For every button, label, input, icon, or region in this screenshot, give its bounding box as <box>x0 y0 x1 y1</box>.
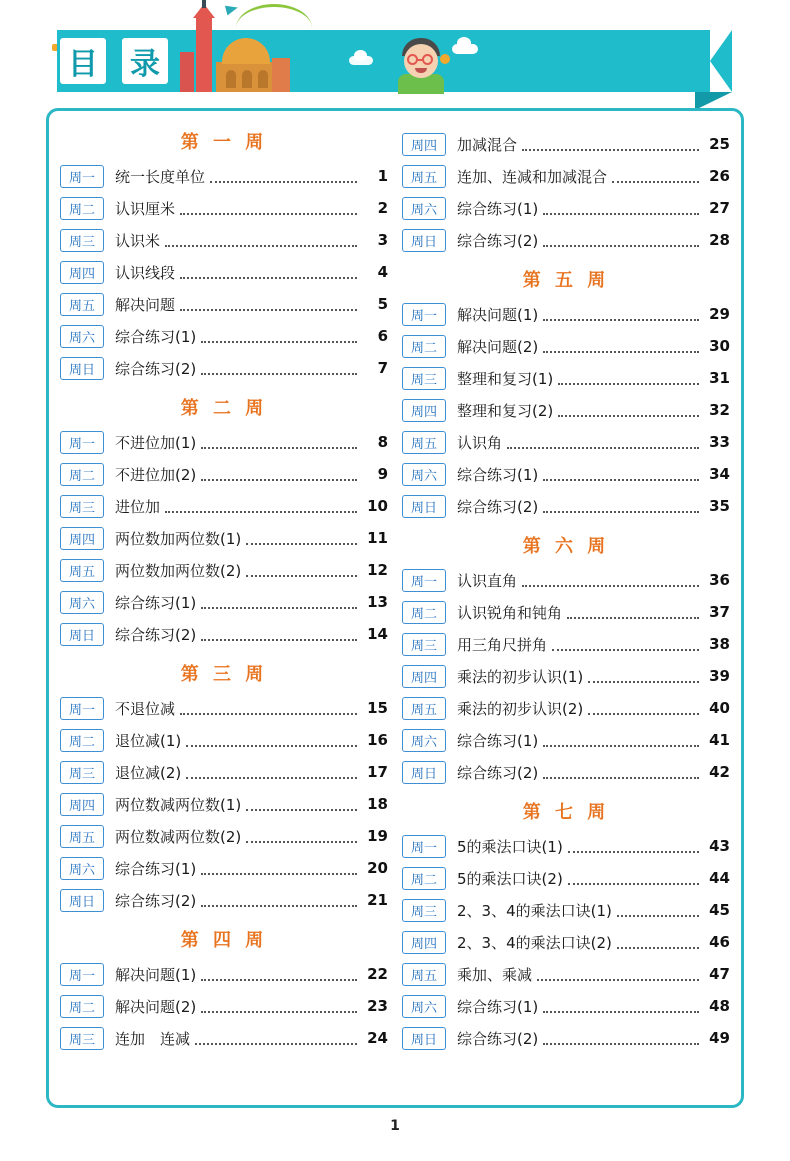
entry-title: 退位减(1) <box>115 731 182 750</box>
toc-entry[interactable] <box>402 596 730 628</box>
day-badge: 周二 <box>60 729 104 752</box>
glasses-icon <box>422 54 433 65</box>
entry-page-number: 44 <box>709 869 730 887</box>
leader-dots <box>210 170 357 183</box>
toc-entry[interactable] <box>402 894 730 926</box>
toc-columns <box>52 118 738 1098</box>
day-badge: 周三 <box>60 229 104 252</box>
entry-page-number: 16 <box>367 731 388 749</box>
day-badge: 周日 <box>402 495 446 518</box>
entry-title: 乘法的初步认识(2) <box>457 699 584 718</box>
leader-dots <box>201 862 357 875</box>
entry-title: 加减混合 <box>457 135 518 154</box>
toc-entry[interactable] <box>60 852 388 884</box>
toc-entry[interactable] <box>60 618 388 650</box>
leader-dots <box>543 468 699 481</box>
day-badge: 周一 <box>402 569 446 592</box>
day-badge: 周五 <box>60 825 104 848</box>
day-badge: 周二 <box>402 601 446 624</box>
entry-page-number: 1 <box>377 167 388 185</box>
entry-title: 不退位减 <box>115 699 176 718</box>
entry-page-number: 34 <box>709 465 730 483</box>
leader-dots <box>568 872 699 885</box>
day-badge: 周六 <box>402 197 446 220</box>
entry-title: 5的乘法口诀(2) <box>457 869 563 888</box>
toc-entry[interactable] <box>60 256 388 288</box>
leader-dots <box>543 1032 699 1045</box>
leader-dots <box>522 138 699 151</box>
entry-page-number: 49 <box>709 1029 730 1047</box>
entry-title: 解决问题(1) <box>457 305 539 324</box>
entry-page-number: 5 <box>377 295 388 313</box>
entry-page-number: 6 <box>377 327 388 345</box>
leader-dots <box>180 266 357 279</box>
day-badge: 周五 <box>60 559 104 582</box>
entry-page-number: 15 <box>367 699 388 717</box>
leader-dots <box>558 372 699 385</box>
entry-title: 两位数加两位数(2) <box>115 561 242 580</box>
leader-dots <box>552 638 699 651</box>
entry-page-number: 48 <box>709 997 730 1015</box>
entry-page-number: 25 <box>709 135 730 153</box>
day-badge: 周五 <box>402 697 446 720</box>
entry-title: 认识角 <box>457 433 503 452</box>
leader-dots <box>617 936 699 949</box>
entry-page-number: 32 <box>709 401 730 419</box>
entry-title: 2、3、4的乘法口诀(1) <box>457 901 612 920</box>
toc-entry[interactable] <box>402 394 730 426</box>
day-badge: 周四 <box>60 793 104 816</box>
entry-page-number: 36 <box>709 571 730 589</box>
week-heading: 第 四 周 <box>180 930 268 951</box>
entry-title: 综合练习(1) <box>457 199 539 218</box>
leader-dots <box>180 702 357 715</box>
entry-page-number: 41 <box>709 731 730 749</box>
toc-entry[interactable] <box>402 192 730 224</box>
entry-title: 综合练习(2) <box>457 231 539 250</box>
leader-dots <box>612 170 699 183</box>
entry-title: 综合练习(2) <box>457 497 539 516</box>
toc-entry[interactable] <box>402 160 730 192</box>
leader-dots <box>588 702 699 715</box>
leader-dots <box>588 670 699 683</box>
entry-title: 综合练习(1) <box>457 465 539 484</box>
entry-title: 不进位加(1) <box>115 433 197 452</box>
entry-title: 进位加 <box>115 497 161 516</box>
swoosh-decoration <box>236 4 312 28</box>
day-badge: 周日 <box>402 229 446 252</box>
entry-title: 2、3、4的乘法口诀(2) <box>457 933 612 952</box>
toc-entry[interactable] <box>402 298 730 330</box>
toc-entry[interactable] <box>60 884 388 916</box>
day-badge: 周一 <box>60 165 104 188</box>
leader-dots <box>201 628 357 641</box>
entry-page-number: 28 <box>709 231 730 249</box>
entry-title: 综合练习(1) <box>457 997 539 1016</box>
leader-dots <box>201 436 357 449</box>
entry-title: 不进位加(2) <box>115 465 197 484</box>
leader-dots <box>558 404 699 417</box>
entry-page-number: 7 <box>377 359 388 377</box>
toc-entry[interactable] <box>60 224 388 256</box>
toc-entry[interactable] <box>60 788 388 820</box>
entry-page-number: 47 <box>709 965 730 983</box>
day-badge: 周一 <box>60 431 104 454</box>
leader-dots <box>201 362 357 375</box>
toc-entry[interactable] <box>60 990 388 1022</box>
leader-dots <box>201 894 357 907</box>
banner-notch <box>710 30 732 92</box>
toc-entry[interactable] <box>60 320 388 352</box>
entry-page-number: 18 <box>367 795 388 813</box>
day-badge: 周二 <box>402 867 446 890</box>
dome-window-icon <box>258 70 268 88</box>
entry-title: 综合练习(2) <box>115 359 197 378</box>
day-badge: 周六 <box>60 591 104 614</box>
entry-title: 解决问题(1) <box>115 965 197 984</box>
day-badge: 周一 <box>402 303 446 326</box>
entry-page-number: 30 <box>709 337 730 355</box>
week-heading: 第 一 周 <box>180 132 268 153</box>
day-badge: 周一 <box>60 963 104 986</box>
entry-page-number: 20 <box>367 859 388 877</box>
entry-page-number: 22 <box>367 965 388 983</box>
entry-title: 乘法的初步认识(1) <box>457 667 584 686</box>
toc-entry[interactable] <box>402 660 730 692</box>
entry-title: 综合练习(1) <box>115 593 197 612</box>
day-badge: 周四 <box>402 931 446 954</box>
leader-dots <box>543 234 699 247</box>
day-badge: 周六 <box>402 463 446 486</box>
day-badge: 周六 <box>60 857 104 880</box>
entry-title: 综合练习(2) <box>115 625 197 644</box>
entry-title: 两位数减两位数(2) <box>115 827 242 846</box>
entry-page-number: 8 <box>377 433 388 451</box>
entry-page-number: 35 <box>709 497 730 515</box>
entry-title: 综合练习(1) <box>115 327 197 346</box>
entry-page-number: 17 <box>367 763 388 781</box>
leader-dots <box>201 1000 357 1013</box>
day-badge: 周二 <box>402 335 446 358</box>
week-heading: 第 七 周 <box>522 802 610 823</box>
toc-entry[interactable] <box>402 458 730 490</box>
entry-title: 认识线段 <box>115 263 176 282</box>
entry-page-number: 37 <box>709 603 730 621</box>
leader-dots <box>522 574 699 587</box>
leader-dots <box>165 234 357 247</box>
dot-decoration <box>440 54 450 64</box>
entry-page-number: 9 <box>377 465 388 483</box>
toc-entry[interactable] <box>402 490 730 522</box>
entry-page-number: 43 <box>709 837 730 855</box>
entry-title: 认识厘米 <box>115 199 176 218</box>
entry-page-number: 11 <box>367 529 388 547</box>
toc-entry[interactable] <box>60 426 388 458</box>
day-badge: 周一 <box>60 697 104 720</box>
day-badge: 周四 <box>402 399 446 422</box>
day-badge: 周二 <box>60 995 104 1018</box>
entry-title: 综合练习(2) <box>457 763 539 782</box>
leader-dots <box>201 968 357 981</box>
toc-entry[interactable] <box>402 362 730 394</box>
day-badge: 周二 <box>60 197 104 220</box>
day-badge: 周三 <box>402 633 446 656</box>
leader-dots <box>617 904 699 917</box>
building-icon <box>180 52 194 92</box>
entry-title: 两位数加两位数(1) <box>115 529 242 548</box>
entry-title: 连加 连减 <box>115 1029 191 1048</box>
entry-page-number: 12 <box>367 561 388 579</box>
leader-dots <box>537 968 699 981</box>
day-badge: 周日 <box>60 623 104 646</box>
building-icon <box>272 58 290 92</box>
tower-icon <box>196 14 212 92</box>
leader-dots <box>165 500 357 513</box>
entry-title: 认识直角 <box>457 571 518 590</box>
toc-entry[interactable] <box>402 128 730 160</box>
entry-page-number: 10 <box>367 497 388 515</box>
toc-entry[interactable] <box>402 628 730 660</box>
entry-title: 整理和复习(1) <box>457 369 554 388</box>
entry-page-number: 26 <box>709 167 730 185</box>
entry-title: 认识米 <box>115 231 161 250</box>
leader-dots <box>543 340 699 353</box>
leader-dots <box>186 766 357 779</box>
entry-title: 连加、连减和加减混合 <box>457 167 608 186</box>
day-badge: 周三 <box>60 761 104 784</box>
day-badge: 周六 <box>402 995 446 1018</box>
entry-title: 解决问题(2) <box>115 997 197 1016</box>
cloud-icon <box>354 50 367 61</box>
day-badge: 周日 <box>402 761 446 784</box>
toc-entry[interactable] <box>402 1022 730 1054</box>
day-badge: 周日 <box>402 1027 446 1050</box>
leader-dots <box>543 766 699 779</box>
entry-page-number: 3 <box>377 231 388 249</box>
toc-entry[interactable] <box>60 490 388 522</box>
entry-page-number: 27 <box>709 199 730 217</box>
leader-dots <box>246 798 357 811</box>
toc-entry[interactable] <box>402 224 730 256</box>
entry-title: 解决问题 <box>115 295 176 314</box>
toc-entry[interactable] <box>60 820 388 852</box>
day-badge: 周六 <box>402 729 446 752</box>
plane-icon <box>225 3 239 16</box>
entry-title: 统一长度单位 <box>115 167 206 186</box>
tower-spire-icon <box>202 0 206 8</box>
entry-title: 综合练习(2) <box>115 891 197 910</box>
entry-title: 乘加、乘减 <box>457 965 533 984</box>
entry-page-number: 31 <box>709 369 730 387</box>
leader-dots <box>507 436 699 449</box>
title-char-1: 目 <box>57 35 109 87</box>
entry-page-number: 19 <box>367 827 388 845</box>
day-badge: 周三 <box>60 495 104 518</box>
toc-column <box>60 128 388 1088</box>
title-char-2: 录 <box>119 35 171 87</box>
day-badge: 周三 <box>60 1027 104 1050</box>
entry-title: 综合练习(2) <box>457 1029 539 1048</box>
leader-dots <box>246 532 357 545</box>
leader-dots <box>186 734 357 747</box>
toc-entry[interactable] <box>60 288 388 320</box>
toc-entry[interactable] <box>402 830 730 862</box>
day-badge: 周五 <box>402 431 446 454</box>
toc-column <box>402 128 730 1088</box>
dome-window-icon <box>226 70 236 88</box>
leader-dots <box>543 202 699 215</box>
entry-page-number: 45 <box>709 901 730 919</box>
entry-page-number: 42 <box>709 763 730 781</box>
entry-page-number: 13 <box>367 593 388 611</box>
entry-page-number: 33 <box>709 433 730 451</box>
entry-page-number: 23 <box>367 997 388 1015</box>
entry-page-number: 2 <box>377 199 388 217</box>
week-heading: 第 三 周 <box>180 664 268 685</box>
entry-page-number: 21 <box>367 891 388 909</box>
day-badge: 周四 <box>402 665 446 688</box>
day-badge: 周三 <box>402 367 446 390</box>
toc-entry[interactable] <box>402 426 730 458</box>
entry-title: 解决问题(2) <box>457 337 539 356</box>
leader-dots <box>543 308 699 321</box>
leader-dots <box>201 330 357 343</box>
entry-page-number: 29 <box>709 305 730 323</box>
day-badge: 周二 <box>60 463 104 486</box>
leader-dots <box>568 840 699 853</box>
entry-title: 整理和复习(2) <box>457 401 554 420</box>
day-badge: 周四 <box>60 527 104 550</box>
entry-page-number: 38 <box>709 635 730 653</box>
toc-entry[interactable] <box>402 724 730 756</box>
leader-dots <box>543 500 699 513</box>
toc-entry[interactable] <box>402 756 730 788</box>
toc-entry[interactable] <box>60 586 388 618</box>
week-heading: 第 五 周 <box>522 270 610 291</box>
entry-title: 两位数减两位数(1) <box>115 795 242 814</box>
page-title <box>57 35 171 87</box>
day-badge: 周五 <box>60 293 104 316</box>
leader-dots <box>246 564 357 577</box>
toc-entry[interactable] <box>402 926 730 958</box>
toc-entry[interactable] <box>402 958 730 990</box>
toc-entry[interactable] <box>60 554 388 586</box>
leader-dots <box>180 202 357 215</box>
leader-dots <box>543 734 699 747</box>
cloud-icon <box>457 37 471 49</box>
day-badge: 周四 <box>402 133 446 156</box>
entry-title: 认识锐角和钝角 <box>457 603 563 622</box>
toc-entry[interactable] <box>60 756 388 788</box>
toc-entry[interactable] <box>402 990 730 1022</box>
toc-entry[interactable] <box>402 862 730 894</box>
toc-entry[interactable] <box>60 192 388 224</box>
entry-title: 5的乘法口诀(1) <box>457 837 563 856</box>
entry-page-number: 24 <box>367 1029 388 1047</box>
day-badge: 周五 <box>402 963 446 986</box>
leader-dots <box>543 1000 699 1013</box>
dome-window-icon <box>242 70 252 88</box>
day-badge: 周五 <box>402 165 446 188</box>
toc-entry[interactable] <box>60 352 388 384</box>
toc-entry[interactable] <box>60 724 388 756</box>
toc-entry[interactable] <box>60 692 388 724</box>
toc-entry[interactable] <box>402 564 730 596</box>
week-heading: 第 二 周 <box>180 398 268 419</box>
week-heading: 第 六 周 <box>522 536 610 557</box>
entry-title: 用三角尺拼角 <box>457 635 548 654</box>
toc-entry[interactable] <box>402 692 730 724</box>
toc-entry[interactable] <box>60 160 388 192</box>
toc-entry[interactable] <box>60 1022 388 1054</box>
day-badge: 周四 <box>60 261 104 284</box>
day-badge: 周一 <box>402 835 446 858</box>
entry-page-number: 4 <box>377 263 388 281</box>
glasses-bridge-icon <box>418 59 423 61</box>
entry-title: 综合练习(1) <box>115 859 197 878</box>
leader-dots <box>180 298 357 311</box>
leader-dots <box>567 606 699 619</box>
entry-page-number: 14 <box>367 625 388 643</box>
entry-page-number: 40 <box>709 699 730 717</box>
toc-entry[interactable] <box>60 458 388 490</box>
leader-dots <box>201 468 357 481</box>
leader-dots <box>246 830 357 843</box>
day-badge: 周六 <box>60 325 104 348</box>
day-badge: 周日 <box>60 357 104 380</box>
glasses-icon <box>407 54 418 65</box>
leader-dots <box>201 596 357 609</box>
leader-dots <box>195 1032 357 1045</box>
entry-title: 综合练习(1) <box>457 731 539 750</box>
entry-page-number: 46 <box>709 933 730 951</box>
day-badge: 周日 <box>60 889 104 912</box>
toc-entry[interactable] <box>60 522 388 554</box>
day-badge: 周三 <box>402 899 446 922</box>
toc-entry[interactable] <box>402 330 730 362</box>
toc-entry[interactable] <box>60 958 388 990</box>
entry-page-number: 39 <box>709 667 730 685</box>
entry-title: 退位减(2) <box>115 763 182 782</box>
page-number: 1 <box>390 1118 400 1134</box>
